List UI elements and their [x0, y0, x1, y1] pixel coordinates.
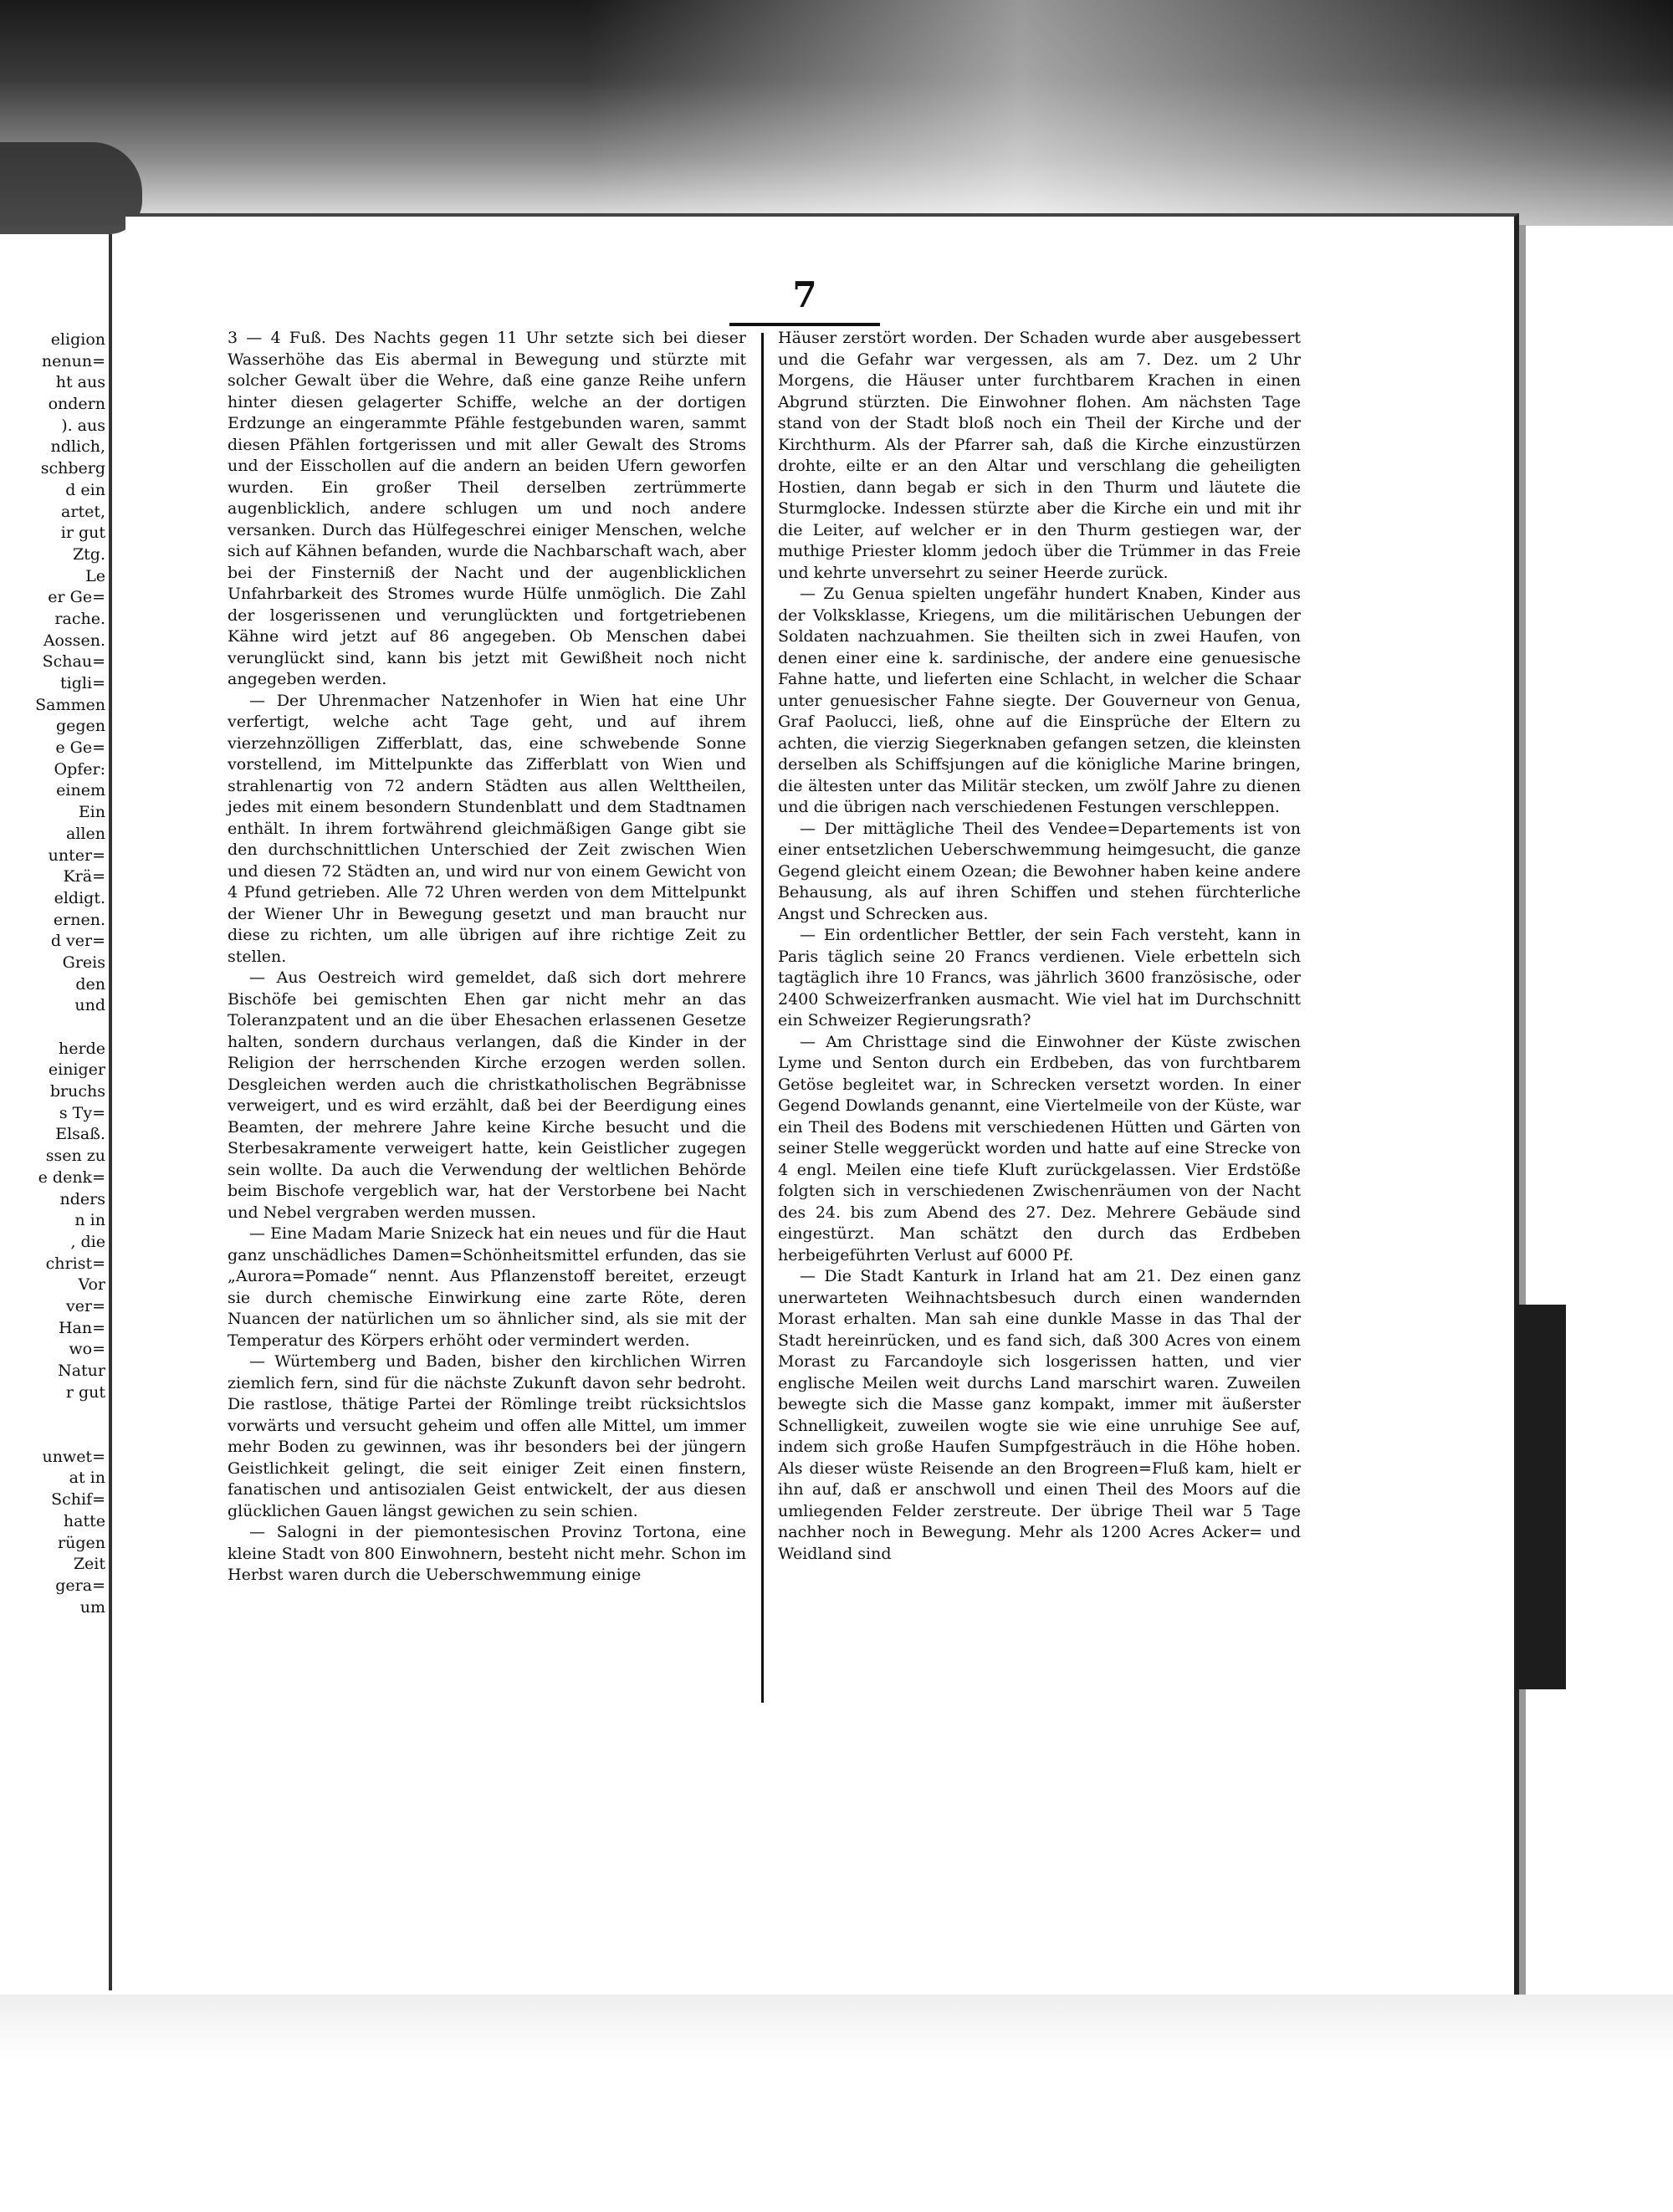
margin-fragment: d ver= — [50, 932, 105, 951]
margin-fragment: Sammen — [35, 695, 105, 714]
margin-fragment: Ztg. — [72, 544, 105, 564]
margin-fragment: bruchs — [49, 1082, 105, 1101]
margin-fragment: ndlich, — [50, 437, 105, 457]
margin-fragment: ssen zu — [45, 1147, 105, 1166]
margin-fragment: Vor — [78, 1275, 105, 1295]
margin-fragment: nenun= — [41, 351, 105, 370]
margin-fragment: Schau= — [42, 652, 105, 672]
margin-fragment — [0, 1017, 105, 1039]
margin-fragment — [0, 1425, 105, 1447]
margin-fragment: rügen — [58, 1533, 105, 1552]
margin-fragment: at in — [69, 1469, 105, 1488]
margin-fragment: Krä= — [63, 867, 105, 886]
margin-fragment: r gut — [65, 1382, 105, 1402]
margin-fragment: eldigt. — [54, 888, 105, 907]
scan-shadow-fade — [586, 0, 1673, 226]
margin-fragment: und — [74, 996, 105, 1015]
margin-fragment: artet, — [61, 502, 105, 521]
margin-fragment: den — [75, 974, 105, 994]
margin-fragment: unwet= — [42, 1447, 105, 1466]
margin-fragment: er Ge= — [48, 588, 105, 607]
article-paragraph: 3 — 4 Fuß. Des Nachts gegen 11 Uhr setzte sich bei dieser Wasserhöhe das Eis abermal in Bewegung und stürzte mit solcher Gewalt über die Wehre, daß eine ganze Reihe unfern hinter diesen gelagerter Schiffe, welche an der dortigen Erdzunge an eingerammte Pfähle festgebunden waren, sammt diesen Pfählen fortgerissen und mit aller Gewalt des Stroms und der Eisschollen auf die andern an beiden Ufern geworfen wurden. Ein großer Theil derselben zertrümmerte augenblicklich, andere schlugen um und noch andere versanken. Durch das Hülfegeschrei einiger Menschen, welche sich auf Kähnen befanden, wurde die Nachbarschaft wach, aber bei der Finsterniß der Nacht und der augenblicklichen Unfahrbarkeit des Stromes wurde Hülfe unmöglich. Die Zahl der losgerissenen und verunglückten und fortgetriebenen Kähne wird jetzt auf 86 angegeben. Ob Menschen dabei verunglückt sind, kann bis jetzt mit Gewißheit noch nicht angegeben werden. — [228, 329, 746, 688]
margin-fragment: ver= — [66, 1296, 105, 1315]
margin-fragment: Greis — [62, 953, 105, 972]
margin-fragment — [0, 1403, 105, 1425]
column-divider — [761, 333, 764, 1703]
margin-fragment: Han= — [58, 1318, 105, 1337]
article-paragraph: — Der mittägliche Theil des Vendee=Departements ist von einer entsetzlichen Ueberschwemmung heimgesucht, die ganze Gegend gleicht einem Ozean; die Bewohner haben keine andere Behausung, als auf ihren Schiffen und stehen fürchterliche Angst und Schrecken aus. — [778, 819, 1301, 923]
margin-fragment: um — [79, 1597, 105, 1617]
margin-fragment: Zeit — [73, 1555, 105, 1574]
article-paragraph: — Zu Genua spielten ungefähr hundert Knaben, Kinder aus der Volksklasse, Kriegens, um die militärischen Uebungen der Soldaten nachzuahmen. Sie theilten sich in zwei Haufen, von denen einer eine k. sardinische, der andere eine genuesische Fahne hatte, und lieferten eine Schlacht, in welcher die Schaar unter genuesischer Fahne siegte. Der Gouverneur von Genua, Graf Paolucci, ließ, ohne auf die Einsprüche der Eltern zu achten, die vierzig Siegerknaben gefangen setzen, die kleinsten derselben als Schiffsjungen auf die königliche Marine bringen, die ältesten unter das Militär stecken, um zwölf Jahre zu dienen und die übrigen nach verschiedenen Festungen verschleppen. — [778, 585, 1301, 816]
margin-fragment: christ= — [45, 1254, 105, 1273]
article-paragraph: Häuser zerstört worden. Der Schaden wurde aber ausgebessert und die Gefahr war vergessen, als am 7. Dez. um 2 Uhr Morgens, die Häuser unter furchtbarem Krachen in einen Abgrund stürzten. Die Einwohner flohen. Am nächsten Tage stand von der Stadt bloß noch ein Theil der Kirche und der Kirchthurm. Als der Pfarrer sah, daß die Kirche einzustürzen drohte, eilte er an den Altar und verschlang die geheiligten Hostien, dann begab er sich in den Thurm und läutete die Sturmglocke. Indessen stürzte aber die Kirche ein und mit ihr die Leiter, auf welcher er in den Thurm gestiegen war, der muthige Priester klomm jedoch über die Trümmer in das Freie und kehrte unversehrt zu seiner Heerde zurück. — [778, 329, 1301, 582]
article-paragraph: — Die Stadt Kanturk in Irland hat am 21. Dez einen ganz unerwarteten Weihnachtsbesuch durch einen wandernden Morast erhalten. Man sah eine dunkle Masse in das Thal der Stadt hereinrücken, und es fand sich, daß 300 Acres von einem Morast zu Farcandoyle sich losgerissen hatten, und vier englische Meilen weit durchs Land marschirt waren. Zuweilen bewegte sich die Masse ganz kompakt, immer mit äußerster Schnelligkeit, zuweilen wogte sie wie eine unruhige See auf, indem sich große Haufen Sumpfgesträuch in die Höhe hoben. Als dieser wüste Reisende an den Brogreen=Fluß kam, hielt er ihn auf, daß er anschwoll und einen Theil des Moors auf die umliegenden Felder zerstreute. Der übrige Theil war 5 Tage nachher noch in Bewegung. Mehr als 1200 Acres Acker= und Weidland sind — [778, 1267, 1301, 1563]
margin-fragment: ernen. — [53, 910, 105, 929]
margin-fragment: Ein — [78, 803, 105, 822]
margin-fragment: herde — [59, 1039, 105, 1058]
article-paragraph: — Aus Oestreich wird gemeldet, daß sich dort mehrere Bischöfe bei gemischten Ehen gar nicht mehr an das Toleranzpatent und an die über Ehesachen erlassenen Gesetze halten, sondern durchaus verlangen, daß die Kinder in der Religion der herrschenden Kirche erzogen werden sollen. Desgleichen werden auch die christkatholischen Begräbnisse verweigert, und es wird erzählt, daß bei der Beerdigung eines Beamten, der mehrere Jahre keine Kirche besucht und die Sterbesakramente verweigert hatte, kein Geistlicher zugegen sein wollte. Da auch die Verwendung der weltlichen Behörde beim Bischofe vergeblich war, hat der Verstorbene bei Nacht und Nebel vergraben werden mussen. — [228, 968, 746, 1222]
facing-page-fragments — [0, 330, 105, 1618]
margin-fragment: rache. — [54, 609, 105, 628]
page-bottom-edge — [0, 1995, 1673, 2212]
margin-fragment: Aossen. — [43, 631, 105, 650]
page-number: 7 — [792, 274, 817, 315]
margin-fragment: ondern — [48, 395, 105, 414]
margin-fragment: einem — [56, 781, 105, 800]
margin-fragment: unter= — [48, 845, 105, 865]
margin-fragment: ir gut — [60, 524, 105, 543]
margin-fragment: , die — [70, 1232, 105, 1251]
margin-fragment: nders — [59, 1189, 105, 1208]
article-paragraph: — Eine Madam Marie Snizeck hat ein neues und für die Haut ganz unschädliches Damen=Schönheitsmittel erfunden, das sie „Aurora=Pomade“ nennt. Aus Pflanzenstoff bereitet, erzeugt sie durch chemische Einwirkung eine zarte Röte, deren Nuancen der natürlichen um so ähnlicher sind, als sie mit der Temperatur des Körpers erhöht oder vermindert werden. — [228, 1224, 746, 1350]
margin-fragment: wo= — [69, 1340, 105, 1359]
article-paragraph: — Salogni in der piemontesischen Provinz Tortona, eine kleine Stadt von 800 Einwohnern, besteht nicht mehr. Schon im Herbst waren durch die Ueberschwemmung einige — [228, 1523, 746, 1584]
article-paragraph: — Würtemberg und Baden, bisher den kirchlichen Wirren ziemlich fern, sind für die nächste Zukunft davon sehr bedroht. Die rastlose, thätige Partei der Römlinge treibt rücksichtslos vorwärts und versucht geheim und offen alle Mittel, um immer mehr Boden zu gewinnen, was ihr besonders bei der jüngern Geistlichkeit gelingt, die seit einiger Zeit einen finstern, fanatischen und antisozialen Geist entwickelt, der aus diesen glücklichen Gauen längst gewichen zu sein schien. — [228, 1352, 746, 1520]
margin-fragment: schberg — [40, 459, 105, 478]
margin-fragment: Opfer: — [54, 759, 105, 779]
margin-fragment: e Ge= — [55, 738, 105, 758]
margin-fragment: hatte — [63, 1511, 105, 1530]
binding-tab — [1516, 1305, 1566, 1689]
page-number-rule — [729, 323, 880, 326]
margin-fragment: Schif= — [51, 1490, 105, 1510]
margin-fragment: eligion — [50, 330, 105, 349]
article-paragraph: — Ein ordentlicher Bettler, der sein Fach versteht, kann in Paris täglich seine 20 Francs verdienen. Viele erbetteln sich tagtäglich ihre 10 Francs, was jährlich 3600 französische, oder 2400 Schweizerfranken ausmacht. Wie viel hat im Durchschnitt ein Schweizer Regierungsrath? — [778, 926, 1301, 1029]
article-paragraph: — Der Uhrenmacher Natzenhofer in Wien hat eine Uhr verfertigt, welche acht Tage geht, und auf ihrem vierzehnzölligen Zifferblatt, das, eine schwebende Sonne vorstellend, im Mittelpunkte das Zifferblatt von Wien und strahlenartig von 72 andern Städten aus allen Welttheilen, jedes mit einem besondern Stundenblatt und dem Stadtnamen enthält. In ihrem fortwährend gleichmäßigen Gange gibt sie den durchschnittlichen Unterschied der Zeit zwischen Wien und diesen 72 Städten an, und wird nur von einem Gewicht von 4 Pfund getrieben. Alle 72 Uhren werden von dem Mittelpunkt der Wiener Uhr in Bewegung gesetzt und man braucht nur diese zu richten, um alle übrigen auf ihre richtige Zeit zu stellen. — [228, 691, 746, 966]
margin-fragment: einiger — [48, 1060, 105, 1080]
margin-fragment: tigli= — [60, 674, 105, 692]
scan-blot — [0, 142, 142, 234]
margin-fragment: n in — [74, 1211, 105, 1230]
book-spine-line — [109, 234, 112, 1990]
right-text-column — [778, 328, 1301, 1565]
margin-fragment: Natur — [58, 1361, 105, 1380]
margin-fragment: d ein — [65, 480, 105, 499]
margin-fragment: s Ty= — [59, 1103, 105, 1122]
margin-fragment: allen — [66, 824, 105, 843]
margin-fragment: gegen — [55, 717, 105, 736]
left-text-column — [228, 328, 746, 1586]
margin-fragment: gera= — [55, 1576, 105, 1595]
margin-fragment: ht aus — [55, 373, 105, 392]
article-paragraph: — Am Christtage sind die Einwohner der Küste zwischen Lyme und Senton durch ein Erdbeben, das von furchtbarem Getöse begleitet war, in Schrecken versetzt worden. In einer Gegend Dowlands genannt, eine Viertelmeile von der Küste, war ein Theil des Bodens mit verschiedenen Hütten und Gärten von seiner Stelle weggerückt worden und hatte auf eine Strecke von 4 engl. Meilen eine tiefe Kluft zurückgelassen. Vier Erdstöße folgten sich in verschiedenen Zwischenräumen von der Nacht des 24. bis zum Abend des 27. Dez. Mehrere Gebäude sind eingestürzt. Man schätzt den durch das Erdbeben herbeigeführten Verlust auf 6000 Pf. — [778, 1032, 1301, 1264]
margin-fragment: e denk= — [38, 1167, 105, 1187]
margin-fragment: ). aus — [61, 416, 105, 435]
margin-fragment: Le — [85, 566, 105, 585]
margin-fragment: Elsaß. — [55, 1125, 105, 1144]
